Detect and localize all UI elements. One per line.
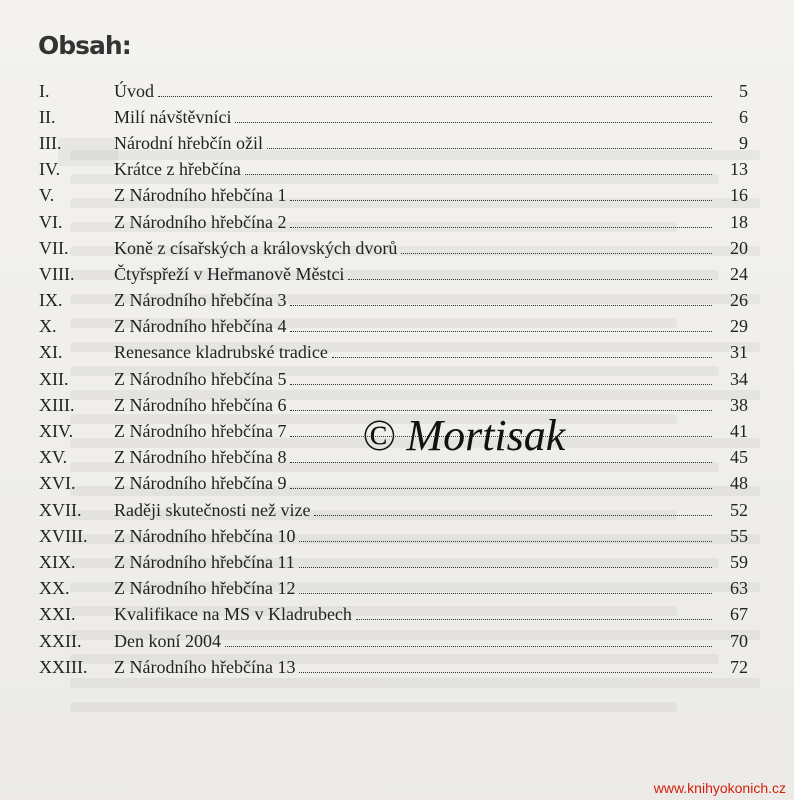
chapter-title: Z Národního hřebčína 1	[114, 185, 287, 206]
toc-entry	[114, 264, 720, 285]
chapter-number: XXIII.	[39, 656, 88, 677]
toc-entry	[114, 133, 720, 154]
page-number: 20	[730, 237, 748, 258]
footer-url: www.knihyokonich.cz	[653, 780, 786, 796]
toc-row-9	[39, 288, 748, 314]
chapter-title: Z Národního hřebčína 13	[114, 656, 296, 677]
page-number: 41	[730, 421, 748, 442]
page-number: 24	[730, 263, 748, 284]
dot-leader	[235, 122, 712, 123]
chapter-number: XIX.	[39, 551, 76, 572]
dot-leader	[401, 253, 712, 254]
chapter-title: Úvod	[114, 80, 154, 101]
chapter-number: XXII.	[39, 630, 82, 651]
chapter-number: II.	[39, 106, 56, 127]
toc-entry	[114, 500, 720, 521]
toc-entry	[114, 526, 720, 547]
dot-leader	[348, 279, 712, 280]
toc-row-10	[39, 314, 748, 340]
dot-leader	[299, 672, 712, 673]
dot-leader	[290, 488, 712, 489]
dot-leader	[225, 646, 712, 647]
page-number: 26	[730, 290, 748, 311]
chapter-number: XIII.	[39, 394, 75, 415]
chapter-number: XI.	[39, 342, 63, 363]
chapter-number: IX.	[39, 290, 63, 311]
chapter-title: Koně z císařských a královských dvorů	[114, 237, 398, 258]
chapter-title: Z Národního hřebčína 10	[114, 525, 296, 546]
chapter-title: Raději skutečnosti než vize	[114, 499, 311, 520]
chapter-number: XX.	[39, 578, 70, 599]
page-number: 38	[730, 394, 748, 415]
chapter-number: XII.	[39, 368, 69, 389]
chapter-number: XXI.	[39, 604, 76, 625]
toc-row-18	[39, 523, 748, 549]
toc-entry	[114, 657, 720, 678]
toc-row-3	[39, 130, 748, 156]
chapter-title: Z Národního hřebčína 4	[114, 316, 287, 337]
page-number: 13	[730, 159, 748, 180]
chapter-title: Z Národního hřebčína 11	[114, 551, 295, 572]
toc-entry	[114, 342, 720, 363]
chapter-number: XV.	[39, 447, 68, 468]
toc-entry	[114, 185, 720, 206]
toc-row-19	[39, 549, 748, 575]
toc-row-8	[39, 261, 748, 287]
chapter-title: Národní hřebčín ožil	[114, 132, 263, 153]
dot-leader	[245, 174, 712, 175]
chapter-title: Z Národního hřebčína 12	[114, 578, 296, 599]
chapter-title: Z Národního hřebčína 8	[114, 447, 287, 468]
page-number: 67	[730, 604, 748, 625]
toc-row-21	[39, 602, 748, 628]
page-number: 55	[730, 525, 748, 546]
toc-entry	[114, 552, 720, 573]
chapter-number: VIII.	[39, 263, 75, 284]
toc-entry	[114, 473, 720, 494]
chapter-number: X.	[39, 316, 57, 337]
chapter-number: XVII.	[39, 499, 82, 520]
dot-leader	[290, 305, 712, 306]
chapter-title: Milí návštěvníci	[114, 106, 232, 127]
chapter-title: Čtyřspřeží v Heřmanově Městci	[114, 263, 345, 284]
page-number: 70	[730, 630, 748, 651]
page-number: 72	[730, 656, 748, 677]
chapter-title: Z Národního hřebčína 6	[114, 394, 287, 415]
toc-entry	[114, 369, 720, 390]
page-number: 59	[730, 551, 748, 572]
toc-entry	[114, 81, 720, 102]
chapter-number: XVI.	[39, 473, 76, 494]
dot-leader	[299, 593, 712, 594]
toc-row-4	[39, 157, 748, 183]
dot-leader	[267, 148, 712, 149]
toc-row-11	[39, 340, 748, 366]
chapter-number: VII.	[39, 237, 69, 258]
chapter-number: V.	[39, 185, 55, 206]
page-number: 5	[739, 80, 748, 101]
chapter-title: Den koní 2004	[114, 630, 221, 651]
dot-leader	[332, 357, 712, 358]
chapter-number: I.	[39, 80, 50, 101]
toc-entry	[114, 631, 720, 652]
toc-entry	[114, 604, 720, 625]
chapter-title: Z Národního hřebčína 3	[114, 290, 287, 311]
chapter-title: Z Národního hřebčína 2	[114, 211, 287, 232]
toc-entry	[114, 578, 720, 599]
toc-row-20	[39, 576, 748, 602]
page-number: 9	[739, 132, 748, 153]
dot-leader	[290, 227, 712, 228]
dot-leader	[290, 462, 712, 463]
page-number: 34	[730, 368, 748, 389]
chapter-title: Renesance kladrubské tradice	[114, 342, 328, 363]
page-number: 48	[730, 473, 748, 494]
toc-row-12	[39, 366, 748, 392]
page-title: Obsah:	[38, 31, 131, 60]
toc-row-5	[39, 183, 748, 209]
watermark: © Mortisak	[362, 411, 566, 460]
toc-entry	[114, 238, 720, 259]
dot-leader	[290, 384, 712, 385]
toc-row-22	[39, 628, 748, 654]
chapter-number: III.	[39, 132, 62, 153]
toc-row-23	[39, 654, 748, 680]
toc-row-6	[39, 209, 748, 235]
dot-leader	[299, 541, 712, 542]
chapter-title: Z Národního hřebčína 9	[114, 473, 287, 494]
toc-row-7	[39, 235, 748, 261]
chapter-number: XVIII.	[39, 525, 88, 546]
dot-leader	[290, 200, 712, 201]
dot-leader	[158, 96, 712, 97]
chapter-title: Kvalifikace na MS v Kladrubech	[114, 604, 352, 625]
dot-leader	[314, 515, 712, 516]
page-number: 45	[730, 447, 748, 468]
page-number: 18	[730, 211, 748, 232]
show-through-line	[70, 702, 677, 712]
toc-row-1	[39, 78, 748, 104]
chapter-number: IV.	[39, 159, 61, 180]
page-number: 52	[730, 499, 748, 520]
chapter-title: Z Národního hřebčína 5	[114, 368, 287, 389]
toc-entry	[114, 290, 720, 311]
toc-entry	[114, 107, 720, 128]
page-number: 6	[739, 106, 748, 127]
toc-row-2	[39, 104, 748, 130]
toc-row-17	[39, 497, 748, 523]
page-number: 16	[730, 185, 748, 206]
toc-row-16	[39, 471, 748, 497]
page-number: 29	[730, 316, 748, 337]
toc-entry	[114, 159, 720, 180]
chapter-number: VI.	[39, 211, 63, 232]
dot-leader	[290, 331, 712, 332]
toc-entry	[114, 212, 720, 233]
table-of-contents	[39, 78, 748, 680]
chapter-title: Z Národního hřebčína 7	[114, 421, 287, 442]
page-number: 63	[730, 578, 748, 599]
page-number: 31	[730, 342, 748, 363]
toc-entry	[114, 316, 720, 337]
dot-leader	[299, 567, 712, 568]
chapter-title: Krátce z hřebčína	[114, 159, 241, 180]
dot-leader	[356, 619, 712, 620]
chapter-number: XIV.	[39, 421, 74, 442]
